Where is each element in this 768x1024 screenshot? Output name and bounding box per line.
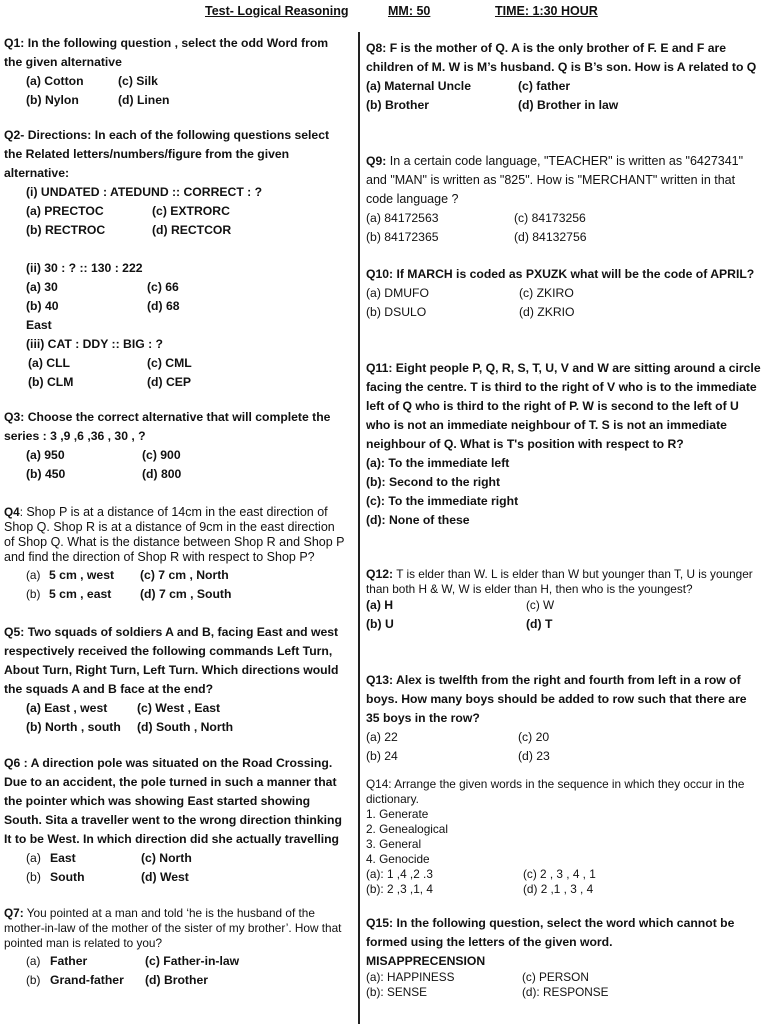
option-d[interactable]: (d) 23 [518,749,550,763]
option-row [4,278,344,297]
stray-text [4,316,344,335]
question-label: Q4 [4,505,20,519]
option-row [366,882,762,897]
option-row [4,587,348,606]
question-6 [4,754,348,887]
question-15 [366,914,762,1000]
question-text [4,906,348,951]
list-item [366,852,762,867]
option-a[interactable]: (a) Maternal Uncle [366,79,471,93]
option-a[interactable]: (a) CLL [28,356,70,370]
option-d[interactable]: (d) RECTCOR [152,223,232,237]
column-divider [358,32,360,1024]
option-d[interactable]: (d) West [141,870,189,884]
question-label: Q9: [366,154,387,168]
option-c[interactable]: (c) North [141,851,192,865]
option-row [366,598,762,617]
option-a[interactable]: Father [50,954,88,968]
option-d[interactable]: (d) 800 [142,467,182,481]
option-row [4,568,348,587]
option-a[interactable]: (a) Cotton [26,74,84,88]
option-a-text [366,209,439,228]
option-b[interactable]: (b) Nylon [26,93,79,107]
option-row [366,867,762,882]
question-12 [366,567,762,635]
question-body: In a certain code language, "TEACHER" is written as "6427341" and "MAN" is written as "825". How is "MERCHANT" written in that code language ? [366,154,744,206]
option-b[interactable]: (b) 24 [366,749,398,763]
question-text: Q1: In the following question , select the odd Word from the given alternative [4,36,329,69]
option-c[interactable]: (c) PERSON [522,970,589,984]
option-c[interactable]: (c) CML [147,356,192,370]
question-text: Q14: Arrange the given words in the sequence in which they occur in the dictionary. [366,777,745,806]
option-d[interactable]: (d) 7 cm , South [140,587,232,601]
option-b-letter: (b) [26,870,41,884]
option-row [366,473,762,492]
given-word: MISAPPRECENSION [366,954,486,968]
option-b[interactable]: (b): 2 ,3 ,1, 4 [366,882,433,896]
option-c[interactable]: (c) 2 , 3 , 4 , 1 [523,867,596,881]
question-text: Q13: Alex is twelfth from the right and fourth from left in a row of boys. How many boys should be added to row such that there are 35 boys in the row? [366,673,747,725]
question-11 [366,359,762,530]
question-7 [4,906,348,989]
option-d[interactable]: (d): None of these [366,513,470,527]
option-row [366,492,762,511]
option-b[interactable]: (b): SENSE [366,985,427,999]
option-c[interactable]: (c) father [518,79,571,93]
question-5 [4,623,348,737]
option-b[interactable]: Grand-father [50,973,124,987]
option-a[interactable]: (a) 22 [366,730,398,744]
page-header [0,4,768,22]
question-13 [366,671,762,766]
option-row [4,373,344,392]
test-title: Test- Logical Reasoning [205,4,349,18]
question-2 [4,126,344,392]
option-row [4,221,344,240]
option-row [4,868,348,887]
option-d[interactable]: (d) CEP [147,375,192,389]
option-row [366,617,762,636]
option-c[interactable]: (c) 900 [142,448,181,462]
option-a[interactable]: (a): To the immediate left [366,456,510,470]
option-b[interactable]: (b) U [366,617,394,631]
option-row [366,728,762,747]
question-body: T is elder than W. L is elder than W but younger than T, U is younger than both H & W, W is elder than H, then who is the youngest? [366,567,753,596]
sub-question-text: (i) UNDATED : ATEDUND :: CORRECT : ? [26,185,263,199]
option-b[interactable]: (b) Brother [366,98,429,112]
option-c[interactable]: (c) 66 [147,280,179,294]
option-a[interactable]: (a): HAPPINESS [366,970,455,984]
option-row [366,77,762,96]
sub-question-text: (iii) CAT : DDY :: BIG : ? [26,337,163,351]
option-row [4,849,348,868]
option-b[interactable]: (b) 450 [26,467,66,481]
question-text: Q10: If MARCH is coded as PXUZK what will be the code of APRIL? [366,267,755,281]
option-a[interactable]: (a) 30 [26,280,58,294]
option-d[interactable]: (d) Brother in law [518,98,619,112]
option-row [366,209,762,228]
option-row [366,511,762,530]
option-a[interactable]: (a) 84172563 [366,211,439,225]
list-item [366,837,762,852]
option-b-letter: (b) [26,973,41,987]
option-c[interactable]: (c) Father-in-law [145,954,240,968]
question-text: Q15: In the following question, select the word which cannot be formed using the letters of the given word. [366,916,735,949]
option-row [366,228,762,247]
option-d[interactable]: (d) ZKRIO [519,305,575,319]
question-text [366,152,762,209]
option-d[interactable]: (d) 2 ,1 , 3 , 4 [523,882,594,896]
question-text: Q3: Choose the correct alternative that will complete the series : 3 ,9 ,6 ,36 , 30 , ? [4,410,331,443]
option-row [4,354,344,373]
max-marks: MM: 50 [388,4,431,18]
option-row [366,985,762,1000]
question-10 [366,265,762,322]
option-b[interactable]: (b) North , south [26,720,121,734]
option-a-letter: (a) [26,568,41,582]
option-d[interactable]: (d) T [526,617,553,631]
option-b[interactable]: (b) RECTROC [26,223,106,237]
option-row [4,91,344,110]
question-4 [4,505,348,603]
question-text: Q4: Shop P is at a distance of 14cm in the east direction of Shop Q. Shop R is at a distance of 9cm in the east direction of Shop Q. What is the distance between Shop R and Shop P and find the direction of Shop R with respect to Shop P? [4,505,345,564]
option-c[interactable]: (c) 20 [518,730,550,744]
option-b[interactable]: 5 cm , east [49,587,112,601]
option-row [4,202,344,221]
option-c[interactable]: (c) ZKIRO [519,286,574,300]
option-c[interactable]: (c) W [526,598,555,612]
question-text: Q2- Directions: In each of the following questions select the Related letters/numbers/figure from the given alternative: [4,128,330,180]
list-item [366,807,762,822]
option-row [366,454,762,473]
option-row [4,446,344,465]
option-c[interactable]: (c): To the immediate right [366,494,519,508]
question-1 [4,34,344,110]
option-a-letter: (a) [26,851,41,865]
question-3 [4,408,344,484]
option-row [4,699,348,718]
question-body: You pointed at a man and told ‘he is the husband of the mother-in-law of the mother of the sister of my brother’. How that pointed man is related to you? [4,906,342,950]
option-a[interactable]: East [50,851,76,865]
option-row [366,284,762,303]
sub-question-i [4,183,344,202]
list-item-text: 4. Genocide [366,852,430,866]
question-text: Q5: Two squads of soldiers A and B, facing East and west respectively received the following commands Left Turn, About Turn, Right Turn, Left Turn. Which directions would the squads A and B face at the end? [4,625,339,696]
question-8 [366,39,762,115]
option-d[interactable]: (d) South , North [137,720,234,734]
option-b[interactable]: (b) 40 [26,299,59,313]
option-d[interactable]: (d) Linen [118,93,170,107]
option-row [4,297,344,316]
question-label: Q12: [366,567,394,581]
option-a[interactable]: (a) PRECTOC [26,204,104,218]
option-a[interactable]: (a) H [366,598,394,612]
option-a[interactable]: (a) DMUFO [366,286,429,300]
list-item-text: 2. Genealogical [366,822,448,836]
question-text: Q6 : A direction pole was situated on the Road Crossing. Due to an accident, the pole turned in such a manner that the pointer which was showing East started showing South. Sita a traveller went to the wrong direction thinking It to be West. In which direction did she actually travelling [4,756,342,846]
question-label: Q7: [4,906,24,920]
option-b[interactable]: (b) CLM [28,375,74,389]
question-text: Q11: Eight people P, Q, R, S, T, U, V and W are sitting around a circle facing the centre. T is third to the right of V who is to the immediate left of Q who is third to the right of P. W is second to the left of U who is not an immediate neighbour of T. S is not an immediate neighbour of Q. What is T's position with respect to R? [366,361,761,451]
option-d[interactable]: (d) Brother [145,973,208,987]
option-a[interactable]: 5 cm , west [49,568,115,582]
option-row [4,954,348,973]
option-b-letter: (b) [26,587,41,601]
question-body: Shop P is at a distance of 14cm in the east direction of Shop Q. Shop R is at a distance of 9cm in the east direction of Shop Q. What is the distance between Shop R and Shop P and find the direction of Shop R with respect to Shop P? [4,505,345,564]
question-14 [366,777,762,897]
option-c[interactable]: (c) Silk [118,74,158,88]
sub-question-text: (ii) 30 : ? :: 130 : 222 [26,261,143,275]
list-item-text: 3. General [366,837,422,851]
option-d[interactable]: (d) 68 [147,299,180,313]
question-text: Q8: F is the mother of Q. A is the only brother of F. E and F are children of M. W is M’s husband. Q is B’s son. How is A related to Q [366,41,757,74]
option-row [4,718,348,737]
list-item [366,822,762,837]
option-d[interactable]: (d): RESPONSE [522,985,609,999]
time-limit: TIME: 1:30 HOUR [495,4,598,18]
option-a[interactable]: (a) 950 [26,448,65,462]
spacer [4,240,344,259]
option-row [4,72,344,91]
option-row [4,973,348,992]
question-9 [366,152,762,247]
option-b[interactable]: (b) 84172365 [366,230,439,244]
option-a[interactable]: (a): 1 ,4 ,2 .3 [366,867,433,881]
sub-question-iii [4,335,344,354]
option-row [4,465,344,484]
question-text [366,567,762,597]
option-b[interactable]: (b) DSULO [366,305,427,319]
option-b[interactable]: (b): Second to the right [366,475,501,489]
option-a-letter: (a) [26,954,41,968]
option-a[interactable]: (a) East , west [26,701,108,715]
sub-question-ii [4,259,344,278]
option-c[interactable]: (c) 84173256 [514,211,586,225]
option-c[interactable]: (c) 7 cm , North [140,568,229,582]
stray-label: East [26,318,52,332]
option-b[interactable]: South [50,870,85,884]
list-item-text: 1. Generate [366,807,429,821]
option-c[interactable]: (c) EXTRORC [152,204,230,218]
option-row [366,747,762,766]
option-row [366,303,762,322]
option-d[interactable]: (d) 84132756 [514,230,587,244]
option-row [366,96,762,115]
option-c[interactable]: (c) West , East [137,701,221,715]
